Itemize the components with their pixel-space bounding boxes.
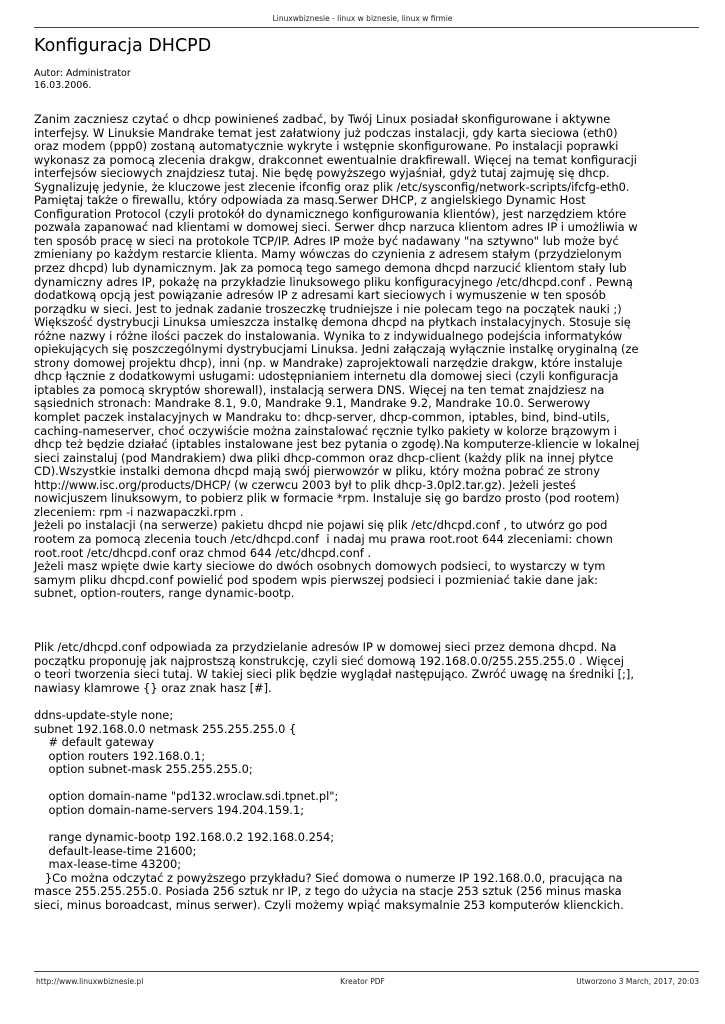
body-line: wykonasz za pomocą zlecenia drakgw, drakconnet ewentualnie drakfirewall. Więcej na temat konfiguracji <box>34 152 637 167</box>
body-line: dynamiczny adres IP, pokażę na przykładzie linuksowego pliku konfiguracyjnego /etc/dhcpd.conf . Pewną <box>34 274 633 289</box>
body-line: rootem za pomocą zlecenia touch /etc/dhcpd.conf i nadaj mu prawa root.root 644 zleceniami: chown <box>34 531 613 546</box>
body-line: CD).Wszystkie instalki demona dhcpd mają swój pierwowzór w pliku, który można pobrać ze strony <box>34 464 600 479</box>
body-line: dhcp łącznie z dodatkowymi usługami: udostępnianiem internetu dla domowej sieci (czyli konfiguracja <box>34 369 619 384</box>
body-line: max-lease-time 43200; <box>34 857 182 872</box>
body-line: option subnet-mask 255.255.255.0; <box>34 762 253 777</box>
article-date: 16.03.2006. <box>34 80 92 91</box>
body-line: dhcp też będzie działać (iptables instalowane jest bez pytania o zgodę).Na komputerze-kliencie w lokalnej <box>34 437 640 452</box>
body-line: ten sposób pracę w sieci na protokole TCP/IP. Adres IP może być nadawany "na sztywno" lub może być <box>34 233 619 248</box>
body-line: sieci, minus boroadcast, minus serwer). Czyli możemy wpiąć maksymalnie 253 komputerów klienckich. <box>34 897 624 912</box>
footer-url: http://www.linuxwbiznesie.pl <box>36 977 144 986</box>
body-line: dodatkową opcją jest powiązanie adresów IP z adresami kart sieciowych i wymuszenie w ten sposób <box>34 288 606 303</box>
article-body <box>34 113 704 912</box>
body-line: Pamiętaj także o firewallu, który odpowiada za masq.Serwer DHCP, z angielskiego Dynamic Host <box>34 193 586 208</box>
body-line: pozwala zapanować nad klientami w domowej sieci. Serwer dhcp narzuca klientom adres IP i umożliwia w <box>34 220 638 235</box>
body-line: samym pliku dhcpd.conf powielić pod spodem wpis pierwszej podsieci i pozmieniać takie dane jak: <box>34 572 598 587</box>
header-divider <box>34 27 699 28</box>
body-line: default-lease-time 21600; <box>34 843 197 858</box>
footer-divider <box>34 971 699 972</box>
body-line: zmieniany po każdym restarcie klienta. Mamy wówczas do czynienia z adresem stałym (przydzielonym <box>34 247 622 262</box>
body-line: opiekujących się poszczególnymi dystrybucjami Linuksa. Jedni załączają wyłącznie instalkę oryginalną (ze <box>34 342 639 357</box>
body-line: http://www.isc.org/products/DHCP/ (w czerwcu 2003 był to plik dhcp-3.0pl2.tar.gz). Jeżeli jesteś <box>34 477 576 492</box>
body-line: option domain-name-servers 194.204.159.1; <box>34 802 305 817</box>
blank-line <box>34 696 704 710</box>
footer-created: Utworzono 3 March, 2017, 20:03 <box>576 977 699 986</box>
body-line: komplet paczek instalacyjnych w Mandraku to: dhcp-server, dhcp-common, iptables, bind, bind-utils, <box>34 410 610 425</box>
body-line: root.root /etc/dhcpd.conf oraz chmod 644 /etc/dhcpd.conf . <box>34 545 372 560</box>
body-line: Jeżeli po instalacji (na serwerze) pakietu dhcpd nie pojawi się plik /etc/dhcpd.conf , to utwórz go pod <box>34 518 608 533</box>
body-line: masce 255.255.255.0. Posiada 256 sztuk nr IP, z tego do użycia na stacje 253 sztuk (256 minus maska <box>34 884 622 899</box>
body-line: różne nazwy i różne ilości paczek do instalowania. Wynika to z indywidualnego podejścia informatyków <box>34 328 623 343</box>
body-line: nowicjuszem linuksowym, to pobierz plik w formacie *rpm. Instaluje się go bardzo prosto (pod rootem) <box>34 491 620 506</box>
blank-line <box>34 777 704 791</box>
blank-line <box>34 614 704 628</box>
body-line: Jeżeli masz wpięte dwie karty sieciowe do dwóch osobnych domowych podsieci, to wystarczy w tym <box>34 559 606 574</box>
body-line: zleceniem: rpm -i nazwapaczki.rpm . <box>34 504 244 519</box>
body-line: interfejsów sieciowych znajdziesz tutaj. Nie będę powyższego wyjaśniał, gdyż tutaj zajmuję się dhcp. <box>34 166 610 181</box>
body-line: range dynamic-bootp 192.168.0.2 192.168.0.254; <box>34 829 335 844</box>
body-line: subnet, option-routers, range dynamic-bootp. <box>34 586 295 601</box>
body-line: o teori tworzenia sieci tutaj. W takiej sieci plik będzie wyglądał następująco. Zwróć uwagę na średniki [;], <box>34 667 634 682</box>
body-line: początku proponuję jak najprostszą konstrukcję, czyli sieć domową 192.168.0.0/255.255.255.0 . Więcej <box>34 653 624 668</box>
body-line: option domain-name "pd132.wroclaw.sdi.tpnet.pl"; <box>34 789 339 804</box>
blank-line <box>34 601 704 615</box>
article-author: Autor: Administrator <box>34 68 131 79</box>
body-line: iptables za pomocą skryptów shorewall), instalacją serwera DNS. Więcej na ten temat znajdziesz na <box>34 382 605 397</box>
body-line: Większość dystrybucji Linuksa umieszcza instalkę demona dhcpd na płytkach instalacyjnych. Stosuje się <box>34 315 631 330</box>
body-line: nawiasy klamrowe {} oraz znak hasz [#]. <box>34 680 272 695</box>
body-line: strony domowej projektu dhcp), inni (np. w Mandrake) zaprojektowali narzędzie drakgw, które instaluje <box>34 355 623 370</box>
body-line: Configuration Protocol (czyli protokół do dynamicznego konfigurowania klientów), jest narzędziem które <box>34 206 627 221</box>
body-line: sąsiednich stronach: Mandrake 8.1, 9.0, Mandrake 9.1, Mandrake 9.2, Mandrake 10.0. Serwerowy <box>34 396 591 411</box>
body-line: interfejsy. W Linuksie Mandrake temat jest załatwiony już podczas instalacji, gdy karta sieciowa (eth0) <box>34 125 618 140</box>
body-line: ddns-update-style none; <box>34 708 174 723</box>
body-line: oraz modem (ppp0) zostaną automatycznie wykryte i wstępnie skonfigurowane. Po instalacji poprawki <box>34 139 619 154</box>
body-line: Plik /etc/dhcpd.conf odpowiada za przydzielanie adresów IP w domowej sieci przez demona dhcpd. Na <box>34 640 617 655</box>
body-line: }Co można odczytać z powyższego przykładu? Sieć domowa o numerze IP 192.168.0.0, pracująca na <box>34 870 623 885</box>
body-line: caching-nameserver, choć oczywiście można zainstalować ręcznie tylko pakiety w kolorze brązowym i <box>34 423 617 438</box>
body-line: subnet 192.168.0.0 netmask 255.255.255.0 { <box>34 721 297 736</box>
body-line: Zanim zaczniesz czytać o dhcp powinieneś zadbać, by Twój Linux posiadał skonfigurowane i aktywne <box>34 112 611 126</box>
body-line: przez dhcpd) lub dynamicznym. Jak za pomocą tego samego demona dhcpd narzucić klientom stały lub <box>34 261 627 276</box>
blank-line <box>34 817 704 831</box>
article-title: Konfiguracja DHCPD <box>34 36 212 56</box>
page-header: Linuxwbiznesie - linux w biznesie, linux w firmie <box>272 14 453 23</box>
body-line: Sygnalizuję jedynie, że kluczowe jest zlecenie ifconfig oraz plik /etc/sysconfig/network-scripts/ifcfg-eth0. <box>34 179 630 194</box>
body-line: # default gateway <box>34 735 155 750</box>
body-line: option routers 192.168.0.1; <box>34 748 206 763</box>
blank-line <box>34 628 704 642</box>
footer-creator: Kreator PDF <box>340 977 385 986</box>
body-line: porządku w sieci. Jest to jednak zadanie troszeczkę trudniejsze i nie polecam tego na początek nauki ;) <box>34 301 622 316</box>
body-line: sieci zainstaluj (pod Mandrakiem) dwa pliki dhcp-common oraz dhcp-client (każdy plik na innej płytce <box>34 450 614 465</box>
